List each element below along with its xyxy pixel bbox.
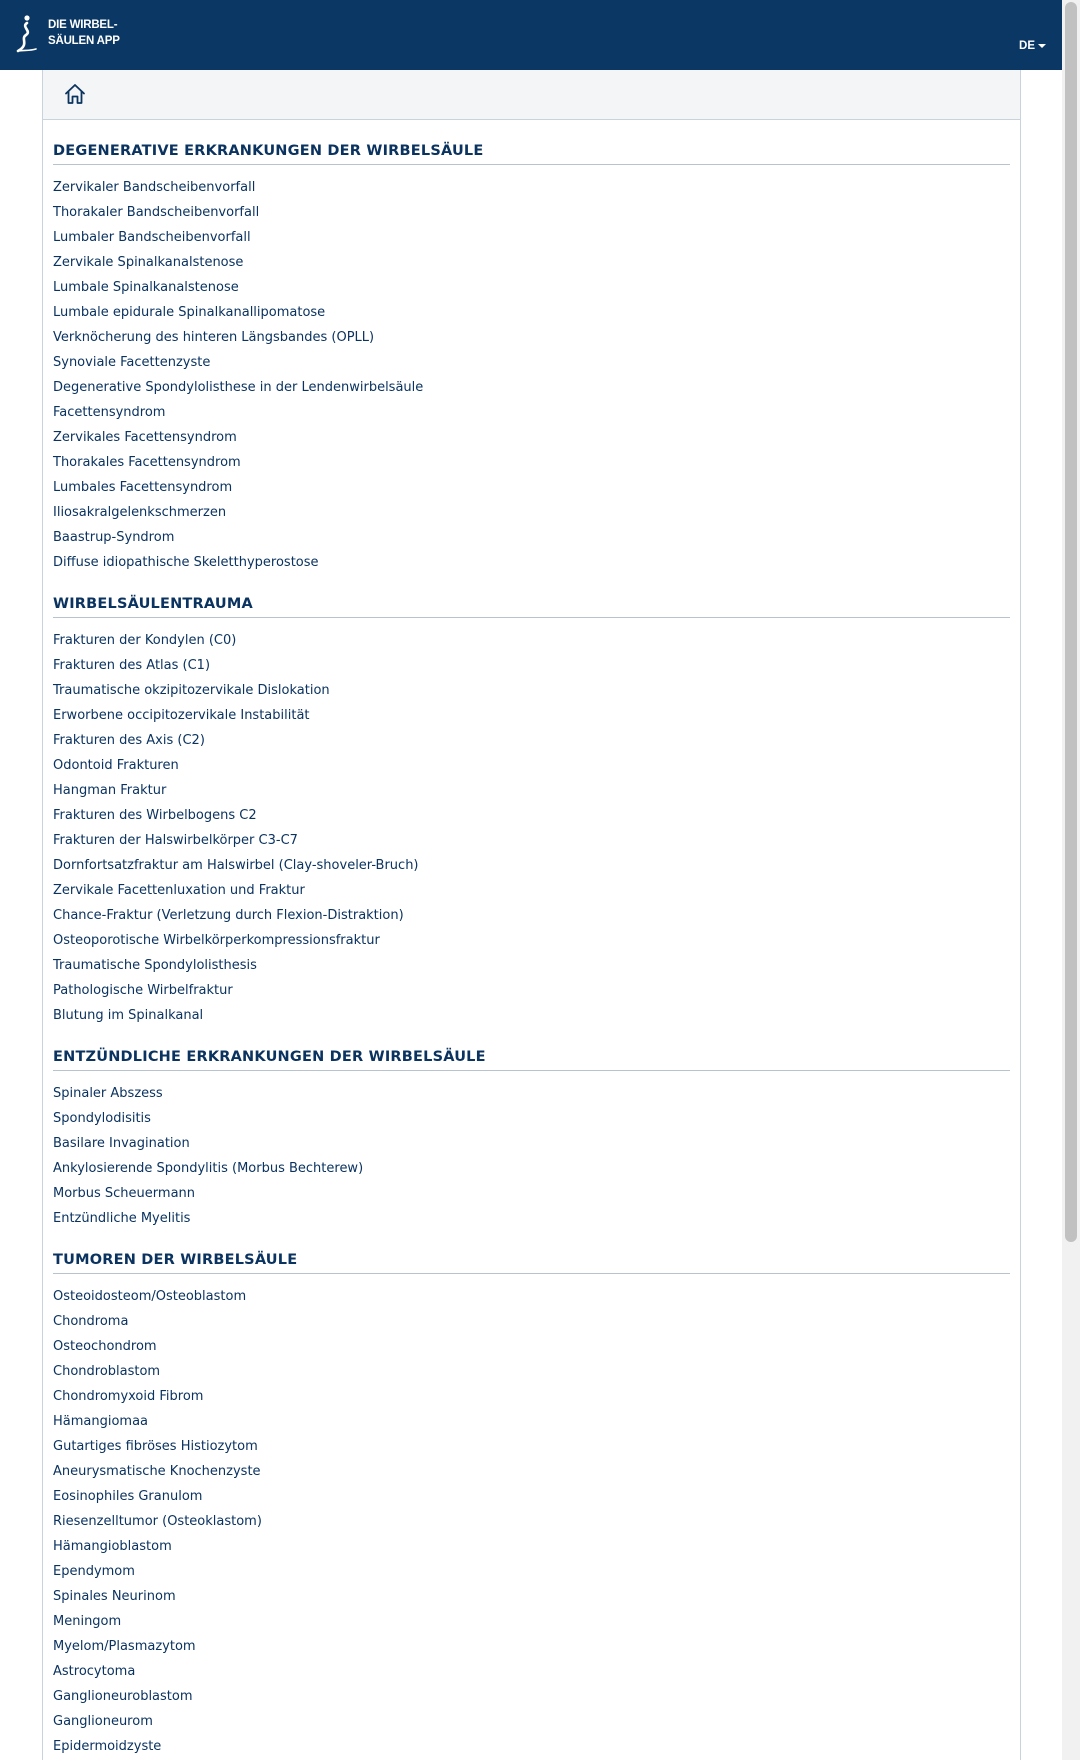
topic-link[interactable]: Dornfortsatzfraktur am Halswirbel (Clay-shoveler-Bruch)	[53, 858, 419, 873]
topic-link[interactable]: Frakturen der Halswirbelkörper C3-C7	[53, 833, 298, 848]
topic-link[interactable]: Eosinophiles Granulom	[53, 1489, 203, 1504]
topic-link[interactable]: Chance-Fraktur (Verletzung durch Flexion-Distraktion)	[53, 908, 404, 923]
topic-link[interactable]: Frakturen des Wirbelbogens C2	[53, 808, 257, 823]
topic-link[interactable]: Chondroblastom	[53, 1364, 161, 1379]
topic-link[interactable]: Lumbale epidurale Spinalkanallipomatose	[53, 305, 326, 320]
topic-link[interactable]: Hangman Fraktur	[53, 783, 167, 798]
vertical-scrollbar[interactable]	[1062, 0, 1080, 1760]
topic-link[interactable]: Traumatische okzipitozervikale Dislokation	[53, 683, 330, 698]
topic-link[interactable]: Facettensyndrom	[53, 405, 166, 420]
panel-toolbar	[43, 70, 1020, 120]
topic-link[interactable]: Lumbaler Bandscheibenvorfall	[53, 230, 251, 245]
topic-link[interactable]: Zervikale Facettenluxation und Fraktur	[53, 883, 305, 898]
topic-link[interactable]: Pathologische Wirbelfraktur	[53, 983, 233, 998]
topic-link[interactable]: Epidermoidzyste	[53, 1739, 162, 1754]
topic-link[interactable]: Hämangioblastom	[53, 1539, 172, 1554]
topic-link[interactable]: Aneurysmatische Knochenzyste	[53, 1464, 261, 1479]
section-title: ENTZÜNDLICHE ERKRANKUNGEN DER WIRBELSÄULE	[53, 1048, 1010, 1071]
section-title: DEGENERATIVE ERKRANKUNGEN DER WIRBELSÄULE	[53, 142, 1010, 165]
topic-link[interactable]: Osteochondrom	[53, 1339, 157, 1354]
home-icon[interactable]	[63, 82, 87, 106]
topic-index	[43, 142, 1020, 1759]
top-navbar	[0, 0, 1062, 70]
topic-link[interactable]: Lumbale Spinalkanalstenose	[53, 280, 239, 295]
section-degenerative	[53, 142, 1010, 575]
topic-link[interactable]: Lumbales Facettensyndrom	[53, 480, 233, 495]
topic-link[interactable]: Frakturen der Kondylen (C0)	[53, 633, 237, 648]
topic-list	[53, 175, 1010, 575]
topic-link[interactable]: Entzündliche Myelitis	[53, 1211, 191, 1226]
topic-link[interactable]: Spinales Neurinom	[53, 1589, 176, 1604]
topic-link[interactable]: Frakturen des Atlas (C1)	[53, 658, 211, 673]
topic-link[interactable]: Diffuse idiopathische Skeletthyperostose	[53, 555, 319, 570]
topic-link[interactable]: Zervikaler Bandscheibenvorfall	[53, 180, 256, 195]
topic-link[interactable]: Spinaler Abszess	[53, 1086, 163, 1101]
topic-link[interactable]: Degenerative Spondylolisthese in der Lendenwirbelsäule	[53, 380, 424, 395]
topic-list	[53, 628, 1010, 1028]
topic-link[interactable]: Thorakaler Bandscheibenvorfall	[53, 205, 260, 220]
topic-link[interactable]: Chondroma	[53, 1314, 129, 1329]
scrollbar-thumb[interactable]	[1065, 2, 1077, 1242]
language-label: DE	[1019, 40, 1035, 52]
topic-link[interactable]: Ependymom	[53, 1564, 135, 1579]
topic-link[interactable]: Astrocytoma	[53, 1664, 136, 1679]
topic-link[interactable]: Iliosakralgelenkschmerzen	[53, 505, 227, 520]
section-tumors	[53, 1251, 1010, 1759]
section-title: WIRBELSÄULENTRAUMA	[53, 595, 1010, 618]
topic-link[interactable]: Spondylodisitis	[53, 1111, 151, 1126]
topic-link[interactable]: Morbus Scheuermann	[53, 1186, 196, 1201]
topic-link[interactable]: Traumatische Spondylolisthesis	[53, 958, 257, 973]
topic-link[interactable]: Osteoporotische Wirbelkörperkompressionsfraktur	[53, 933, 380, 948]
topic-link[interactable]: Ganglioneuroblastom	[53, 1689, 193, 1704]
topic-link[interactable]: Verknöcherung des hinteren Längsbandes (OPLL)	[53, 330, 375, 345]
caret-down-icon	[1038, 44, 1046, 48]
topic-link[interactable]: Zervikale Spinalkanalstenose	[53, 255, 244, 270]
spine-logo-icon	[10, 14, 40, 54]
topic-link[interactable]: Ankylosierende Spondylitis (Morbus Bechterew)	[53, 1161, 364, 1176]
brand-name	[48, 17, 120, 49]
topic-link[interactable]: Riesenzelltumor (Osteoklastom)	[53, 1514, 262, 1529]
topic-link[interactable]: Frakturen des Axis (C2)	[53, 733, 205, 748]
content-panel	[42, 70, 1021, 1760]
topic-link[interactable]: Blutung im Spinalkanal	[53, 1008, 204, 1023]
section-inflammatory	[53, 1048, 1010, 1231]
brand[interactable]	[10, 14, 120, 54]
topic-link[interactable]: Gutartiges fibröses Histiozytom	[53, 1439, 258, 1454]
topic-link[interactable]: Chondromyxoid Fibrom	[53, 1389, 204, 1404]
brand-line-1: DIE WIRBEL-	[48, 19, 118, 31]
topic-link[interactable]: Erworbene occipitozervikale Instabilität	[53, 708, 310, 723]
topic-link[interactable]: Odontoid Frakturen	[53, 758, 179, 773]
language-dropdown[interactable]	[1019, 40, 1046, 52]
topic-link[interactable]: Meningom	[53, 1614, 122, 1629]
topic-list	[53, 1081, 1010, 1231]
topic-link[interactable]: Baastrup-Syndrom	[53, 530, 175, 545]
topic-link[interactable]: Hämangiomaa	[53, 1414, 149, 1429]
topic-link[interactable]: Osteoidosteom/Osteoblastom	[53, 1289, 247, 1304]
section-trauma	[53, 595, 1010, 1028]
topic-link[interactable]: Thorakales Facettensyndrom	[53, 455, 241, 470]
section-title: TUMOREN DER WIRBELSÄULE	[53, 1251, 1010, 1274]
topic-link[interactable]: Zervikales Facettensyndrom	[53, 430, 237, 445]
topic-link[interactable]: Ganglioneurom	[53, 1714, 153, 1729]
topic-link[interactable]: Synoviale Facettenzyste	[53, 355, 211, 370]
topic-list	[53, 1284, 1010, 1759]
topic-link[interactable]: Basilare Invagination	[53, 1136, 190, 1151]
brand-line-2: SÄULEN APP	[48, 35, 120, 47]
topic-link[interactable]: Myelom/Plasmazytom	[53, 1639, 196, 1654]
